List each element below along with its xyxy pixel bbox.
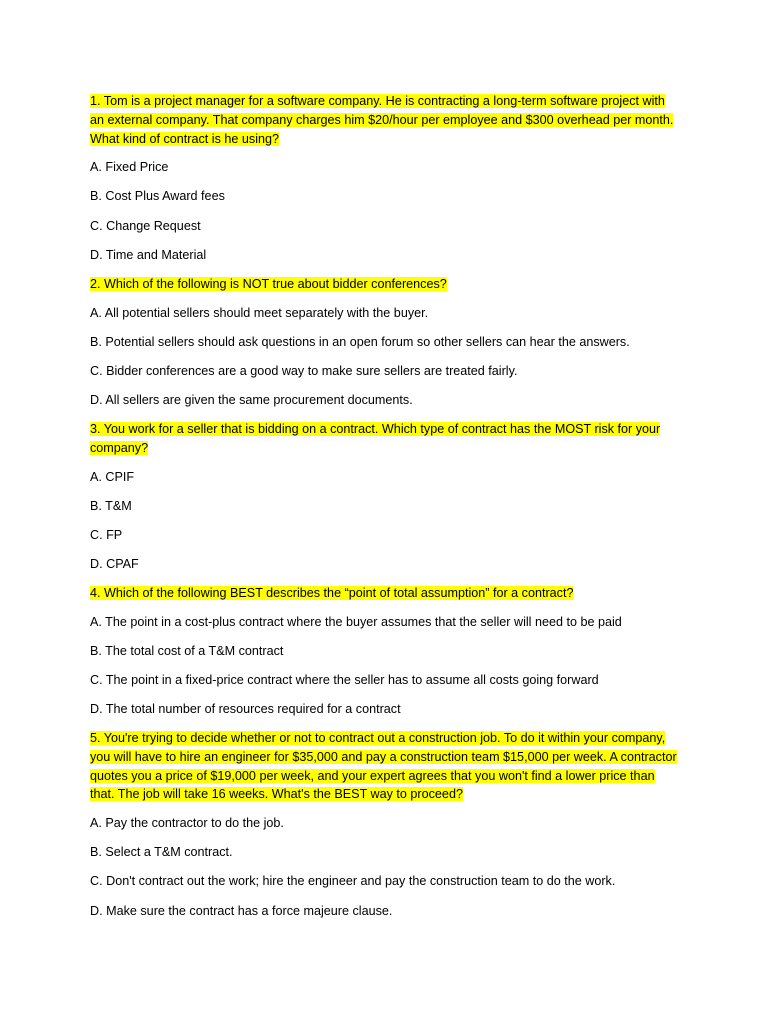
question-text xyxy=(90,420,680,458)
answer-option-a: A. Fixed Price xyxy=(90,160,169,175)
question-1 xyxy=(90,92,680,264)
highlighted-question-text: 4. Which of the following BEST describes the “point of total assumption” for a contract? xyxy=(90,585,574,600)
answer-option-b: B. Select a T&M contract. xyxy=(90,845,233,860)
highlighted-question-text: 5. You're trying to decide whether or not to contract out a construction job. To do it within your company, you will have to hire an engineer for $35,000 and pay a construction team $15,000 per week. A contractor quotes you a price of $19,000 per week, and your expert agrees that you won't find a lower price than that. The job will take 16 weeks. What's the BEST way to proceed? xyxy=(90,731,677,802)
answer-option-c: C. Change Request xyxy=(90,218,201,233)
highlighted-question-text: 1. Tom is a project manager for a software company. He is contracting a long-term software project with an external company. That company charges him $20/hour per employee and $300 overhead per month. What kind of contract is he using? xyxy=(90,94,674,146)
question-text xyxy=(90,92,680,148)
question-text xyxy=(90,729,680,804)
answer-option-b: B. The total cost of a T&M contract xyxy=(90,643,284,658)
answer-option-d: D. CPAF xyxy=(90,556,139,571)
answer-option-d: D. The total number of resources required for a contract xyxy=(90,701,401,716)
answer-option-a: A. All potential sellers should meet separately with the buyer. xyxy=(90,305,429,320)
answer-option-c: C. The point in a fixed-price contract where the seller has to assume all costs going forward xyxy=(90,672,599,687)
answer-option-b: B. Potential sellers should ask questions in an open forum so other sellers can hear the answers. xyxy=(90,334,630,349)
question-2 xyxy=(90,275,680,410)
question-3 xyxy=(90,420,680,574)
answer-option-a: A. CPIF xyxy=(90,469,135,484)
answer-option-d: D. Time and Material xyxy=(90,247,207,262)
answer-option-a: A. The point in a cost-plus contract where the buyer assumes that the seller will need to be paid xyxy=(90,614,622,629)
answer-option-b: B. Cost Plus Award fees xyxy=(90,189,225,204)
answer-option-c: C. Bidder conferences are a good way to make sure sellers are treated fairly. xyxy=(90,363,518,378)
question-text xyxy=(90,584,680,603)
answer-option-c: C. Don't contract out the work; hire the engineer and pay the construction team to do the work. xyxy=(90,874,616,889)
answer-option-b: B. T&M xyxy=(90,498,132,513)
question-5 xyxy=(90,729,680,920)
question-text xyxy=(90,275,680,294)
answer-option-d: D. Make sure the contract has a force majeure clause. xyxy=(90,903,393,918)
answer-option-c: C. FP xyxy=(90,527,123,542)
answer-option-a: A. Pay the contractor to do the job. xyxy=(90,816,284,831)
highlighted-question-text: 3. You work for a seller that is bidding on a contract. Which type of contract has the MOST risk for your company? xyxy=(90,421,661,455)
answer-option-d: D. All sellers are given the same procurement documents. xyxy=(90,392,413,407)
question-4 xyxy=(90,584,680,719)
highlighted-question-text: 2. Which of the following is NOT true about bidder conferences? xyxy=(90,276,447,291)
question-list xyxy=(90,92,680,931)
